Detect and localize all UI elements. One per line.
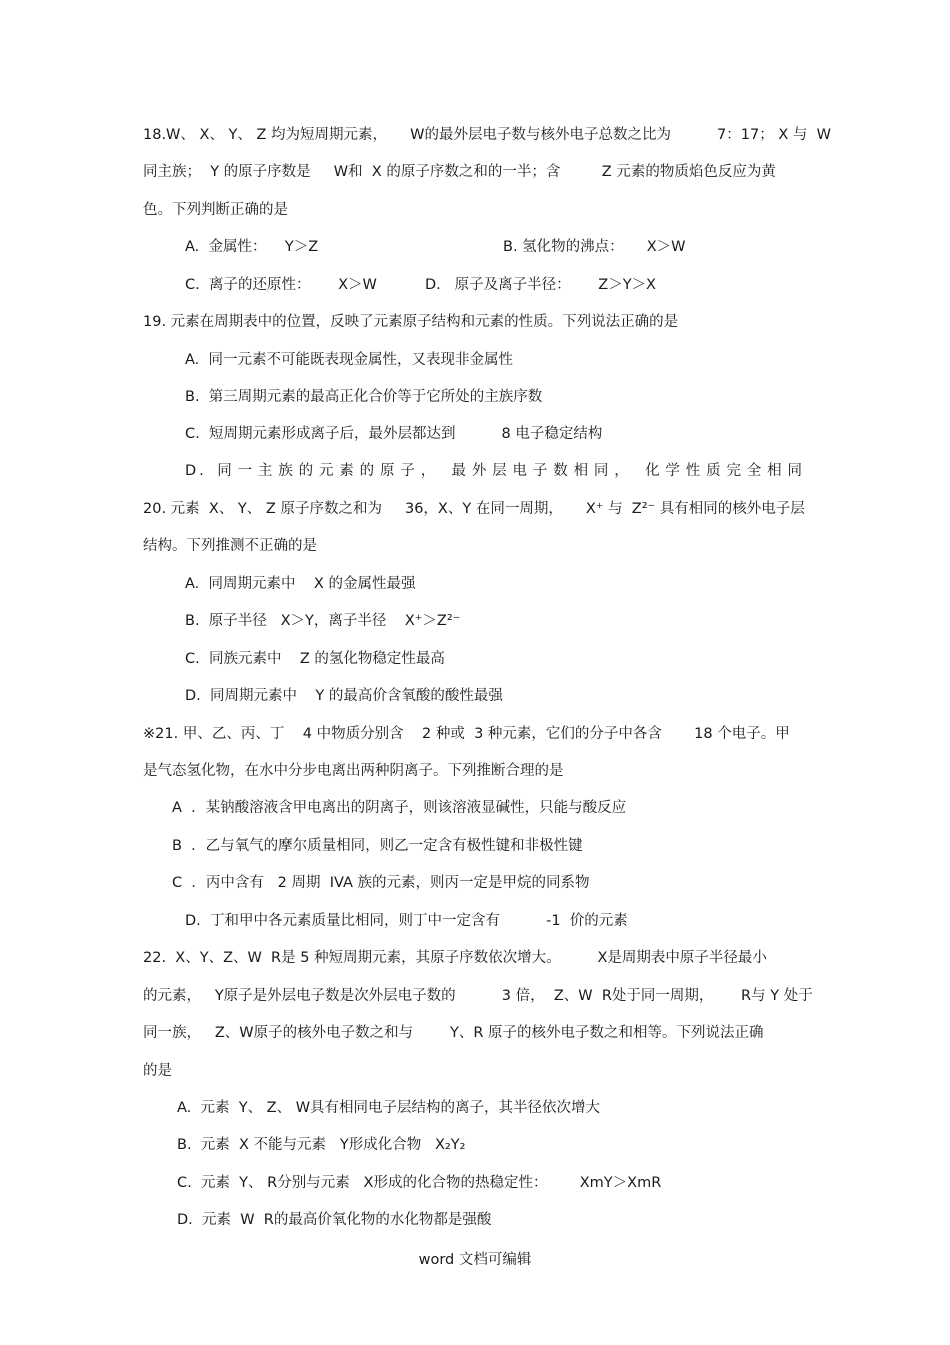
q20-stem-line1: 20. 元素 X、 Y、 Z 原子序数之和为 36，X、Y 在同一周期， X⁺ 与 Z²⁻ 具有相同的核外电子层 (143, 501, 805, 517)
page-footer: word 文档可编辑 (418, 1252, 532, 1268)
q20-option-d: D. 同周期元素中 Y 的最高价含氧酸的酸性最强 (185, 688, 503, 704)
q18-option-c: C. 离子的还原性： X＞W (185, 277, 377, 293)
q18-option-b: B. 氢化物的沸点： X＞W (503, 239, 686, 255)
q20-option-c: C. 同族元素中 Z 的氢化物稳定性最高 (185, 651, 445, 667)
q21-stem-line1: ※21. 甲、乙、丙、丁 4 中物质分别含 2 种或 3 种元素，它们的分子中各含 18 个电子。甲 (143, 726, 790, 742)
q18-option-a: A. 金属性： Y＞Z (185, 239, 319, 255)
q22-option-b: B. 元素 X 不能与元素 Y形成化合物 X₂Y₂ (177, 1137, 466, 1153)
q22-option-a: A. 元素 Y、 Z、 W具有相同电子层结构的离子，其半径依次增大 (177, 1100, 601, 1116)
q18-stem-line1: 18.W、 X、 Y、 Z 均为短周期元素， W的最外层电子数与核外电子总数之比为 7：17； X 与 W (143, 127, 831, 143)
q18-stem-line2: 同主族； Y 的原子序数是 W和 X 的原子序数之和的一半；含 Z 元素的物质焰色反应为黄 (143, 164, 776, 180)
q20-option-b: B. 原子半径 X＞Y，离子半径 X⁺＞Z²⁻ (185, 613, 461, 629)
q21-stem-line2: 是气态氢化物，在水中分步电离出两种阴离子。下列推断合理的是 (143, 763, 564, 779)
q22-stem-line2: 的元素， Y原子是外层电子数是次外层电子数的 3 倍， Z、W R处于同一周期， R与 Y 处于 (143, 988, 813, 1004)
q18-stem-line3: 色。下列判断正确的是 (143, 202, 288, 218)
q22-option-d: D. 元素 W R的最高价氧化物的水化物都是强酸 (177, 1212, 492, 1228)
q22-option-c: C. 元素 Y、 R分别与元素 X形成的化合物的热稳定性： XmY＞XmR (177, 1175, 662, 1191)
q19-option-b: B. 第三周期元素的最高正化合价等于它所处的主族序数 (185, 389, 543, 405)
q21-option-d: D. 丁和甲中各元素质量比相同，则丁中一定含有 -1 价的元素 (185, 913, 628, 929)
q21-option-b: B ．乙与氧气的摩尔质量相同，则乙一定含有极性键和非极性键 (172, 838, 583, 854)
q22-stem-line3: 同一族， Z、W原子的核外电子数之和与 Y、R 原子的核外电子数之和相等。下列说法正确 (143, 1025, 764, 1041)
q18-option-d: D. 原子及离子半径： Z＞Y＞X (425, 277, 656, 293)
q19-stem-line1: 19. 元素在周期表中的位置，反映了元素原子结构和元素的性质。下列说法正确的是 (143, 314, 679, 330)
q22-stem-line4: 的是 (143, 1063, 172, 1079)
q20-stem-line2: 结构。下列推测不正确的是 (143, 538, 317, 554)
q19-option-a: A. 同一元素不可能既表现金属性，又表现非金属性 (185, 352, 513, 368)
q19-option-d: D. 同一主族的元素的原子， 最外层电子数相同， 化学性质完全相同 (185, 463, 805, 479)
q21-option-c: C ．丙中含有 2 周期 IVA 族的元素，则丙一定是甲烷的同系物 (172, 875, 590, 891)
q21-option-a: A ．某钠酸溶液含甲电离出的阴离子，则该溶液显碱性，只能与酸反应 (172, 800, 627, 816)
q22-stem-line1: 22. X、Y、Z、W R是 5 种短周期元素，其原子序数依次增大。 X是周期表中原子半径最小 (143, 950, 767, 966)
q19-option-c: C. 短周期元素形成离子后，最外层都达到 8 电子稳定结构 (185, 426, 603, 442)
q20-option-a: A. 同周期元素中 X 的金属性最强 (185, 576, 416, 592)
